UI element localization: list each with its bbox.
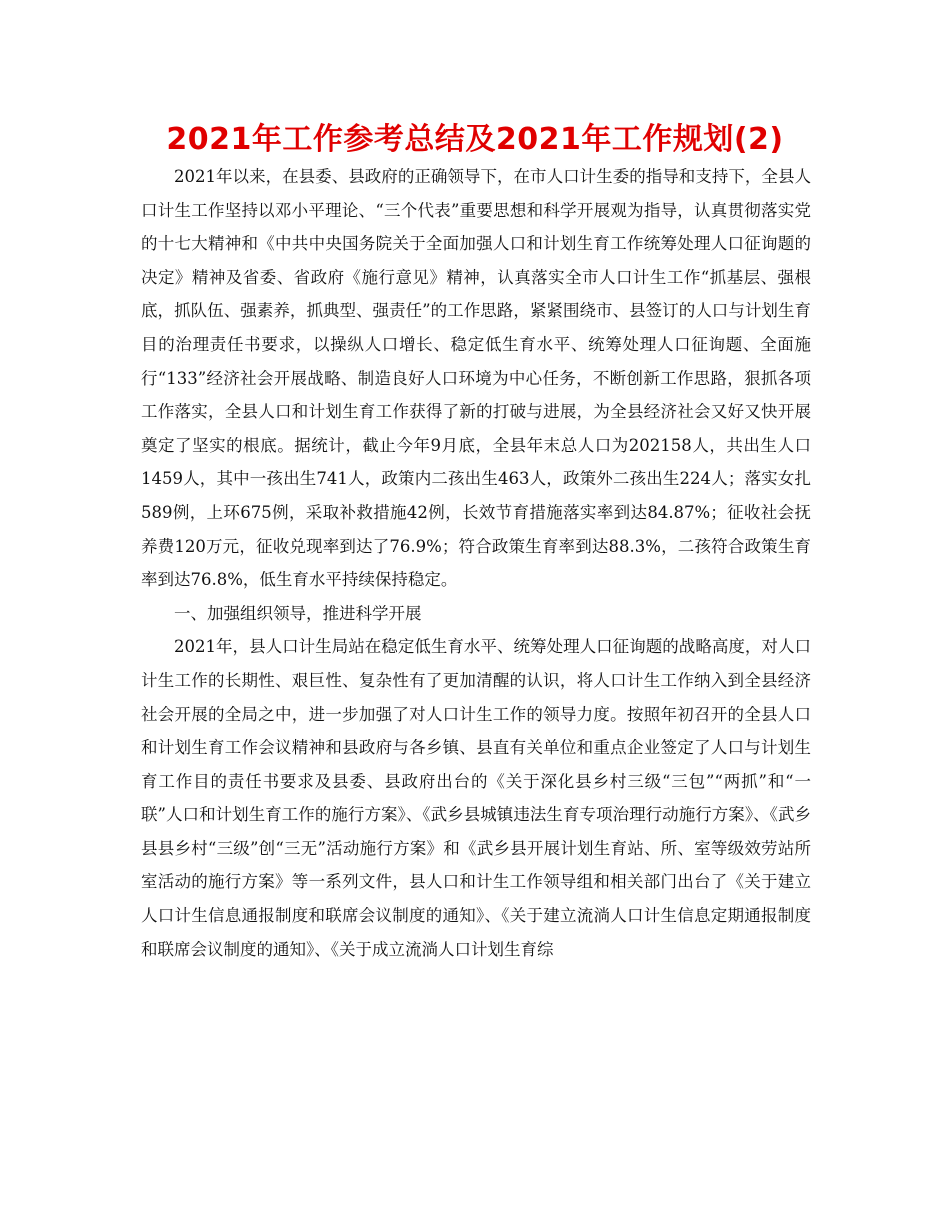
section-heading: 一、加强组织领导，推进科学开展 [174,603,422,623]
document-title: 2021年工作参考总结及2021年工作规划(2) [166,122,784,157]
section-paragraph: 2021年，县人口计生局站在稳定低生育水平、统筹处理人口征询题的战略高度，对人口计生工作的长期性、艰巨性、复杂性有了更加清醒的认识，将人口计生工作纳入到全县经济社会开展的全局之中，进一步加强了对人口计生工作的领导力度。按照年初召开的全县人口和计划生育工作会议精神和县政府与各乡镇、县直有关单位和重点企业签定了人口与计划生育工作目的责任书要求及县委、县政府出台的《关于深化县乡村三级“三包”“两抓”和“一联”人口和计划生育工作的施行方案》、《武乡县城镇违法生育专项治理行动施行方案》、《武乡县县乡村“三级”创“三无”活动施行方案》和《武乡县开展计划生育站、所、室等级效劳站所室活动的施行方案》等一系列文件，县人口和计生工作领导组和相关部门出台了《关于建立人口计生信息通报制度和联席会议制度的通知》、《关于建立流淌人口计生信息定期通报制度和联席会议制度的通知》、《关于成立流淌人口计划生育综 [141,637,811,959]
document-body [141,160,811,966]
intro-paragraph: 2021年以来，在县委、县政府的正确领导下，在市人口计生委的指导和支持下，全县人口计生工作坚持以邓小平理论、“三个代表”重要思想和科学开展观为指导，认真贯彻落实党的十七大精神和《中共中央国务院关于全面加强人口和计划生育工作统筹处理人口征询题的决定》精神及省委、省政府《施行意见》精神，认真落实全市人口计生工作“抓基层、强根底，抓队伍、强素养，抓典型、强责任”的工作思路，紧紧围绕市、县签订的人口与计划生育目的治理责任书要求，以操纵人口增长、稳定低生育水平、统筹处理人口征询题、全面施行“133”经济社会开展战略、制造良好人口环境为中心任务，不断创新工作思路，狠抓各项工作落实，全县人口和计划生育工作获得了新的打破与进展，为全县经济社会又好又快开展奠定了坚实的根底。据统计，截止今年9月底，全县年末总人口为202158人，共出生人口1459人，其中一孩出生741人，政策内二孩出生463人，政策外二孩出生224人；落实女扎589例，上环675例，采取补救措施42例，长效节育措施落实率到达84.87%；征收社会抚养费120万元，征收兑现率到达了76.9%；符合政策生育率到达88.3%，二孩符合政策生育率到达76.8%，低生育水平持续保持稳定。 [141,167,811,590]
